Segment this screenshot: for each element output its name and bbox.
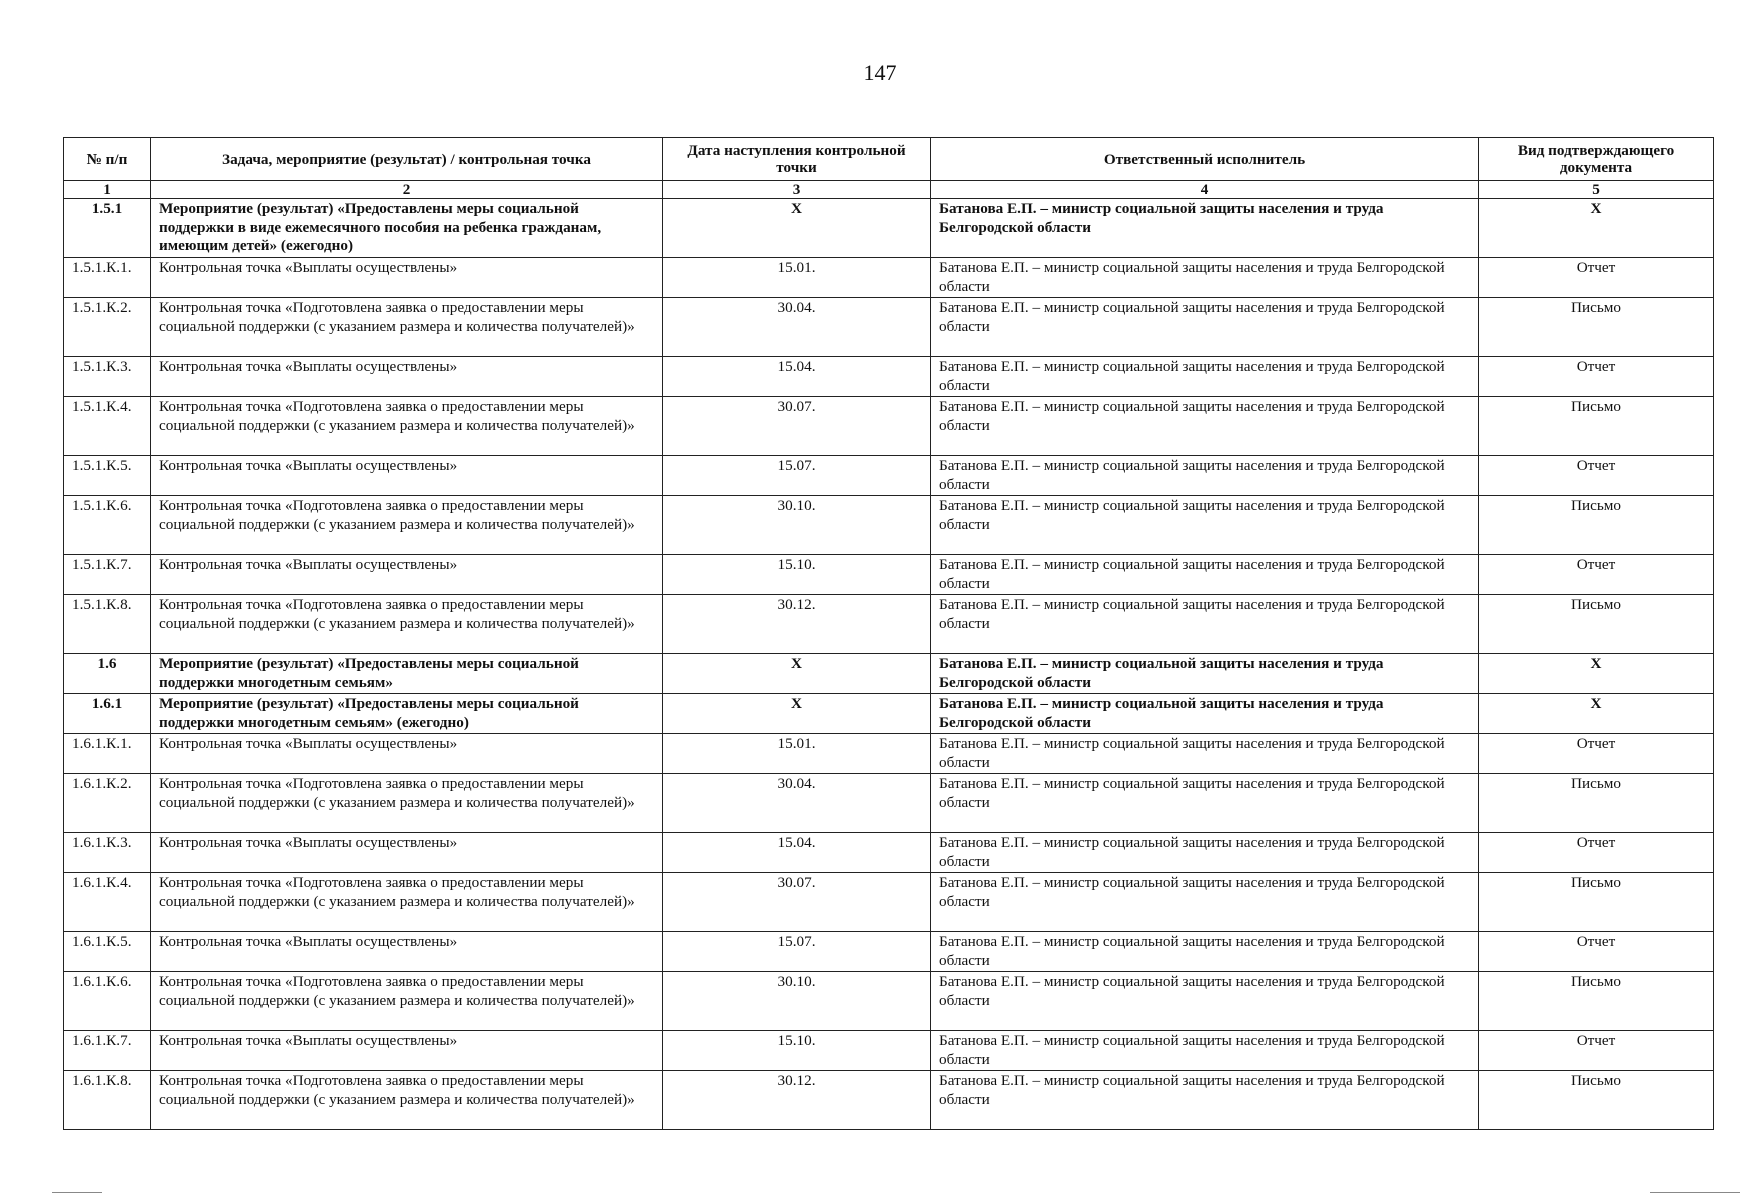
table-row: [64, 298, 1714, 357]
date-cell: 15.07.: [663, 932, 931, 972]
column-number: 1: [64, 181, 151, 199]
control-points-table: [63, 137, 1714, 1130]
document-type-cell: X: [1479, 199, 1714, 258]
row-number-cell: 1.5.1.К.7.: [64, 555, 151, 595]
task-cell: Контрольная точка «Подготовлена заявка о предоставлении меры социальной поддержки (с указанием размера и количества получателей)»: [151, 873, 663, 932]
table-row: [64, 734, 1714, 774]
page-number: 147: [863, 60, 897, 85]
table-row: [64, 694, 1714, 734]
document-type-cell: Письмо: [1479, 397, 1714, 456]
task-cell: Контрольная точка «Подготовлена заявка о предоставлении меры социальной поддержки (с указанием размера и количества получателей)»: [151, 496, 663, 555]
executor-cell: Батанова Е.П. – министр социальной защиты населения и труда Белгородской области: [931, 595, 1479, 654]
row-number-cell: 1.5.1.К.3.: [64, 357, 151, 397]
task-cell: Контрольная точка «Выплаты осуществлены»: [151, 833, 663, 873]
row-number-cell: 1.6.1: [64, 694, 151, 734]
document-type-cell: Отчет: [1479, 833, 1714, 873]
table-row: [64, 496, 1714, 555]
task-cell: Контрольная точка «Выплаты осуществлены»: [151, 258, 663, 298]
row-number-cell: 1.5.1.К.5.: [64, 456, 151, 496]
document-type-cell: Отчет: [1479, 357, 1714, 397]
document-type-cell: Отчет: [1479, 456, 1714, 496]
task-cell: Контрольная точка «Выплаты осуществлены»: [151, 932, 663, 972]
table-row: [64, 873, 1714, 932]
date-cell: 15.01.: [663, 734, 931, 774]
row-number-cell: 1.6.1.К.5.: [64, 932, 151, 972]
document-type-cell: Отчет: [1479, 258, 1714, 298]
date-cell: 15.04.: [663, 357, 931, 397]
column-number: 2: [151, 181, 663, 199]
document-type-cell: Отчет: [1479, 734, 1714, 774]
task-cell: Мероприятие (результат) «Предоставлены меры социальной поддержки в виде ежемесячного пособия на ребенка гражданам, имеющим детей» (ежегодно): [151, 199, 663, 258]
document-type-cell: Письмо: [1479, 1071, 1714, 1130]
task-cell: Мероприятие (результат) «Предоставлены меры социальной поддержки многодетным семьям»: [151, 654, 663, 694]
date-cell: 30.07.: [663, 397, 931, 456]
task-cell: Контрольная точка «Выплаты осуществлены»: [151, 555, 663, 595]
date-cell: 15.07.: [663, 456, 931, 496]
header-document: Вид подтверждающего документа: [1479, 138, 1714, 181]
table-row: [64, 1071, 1714, 1130]
row-number-cell: 1.5.1: [64, 199, 151, 258]
date-cell: 30.10.: [663, 972, 931, 1031]
row-number-cell: 1.5.1.К.8.: [64, 595, 151, 654]
date-cell: 30.10.: [663, 496, 931, 555]
date-cell: 30.12.: [663, 595, 931, 654]
row-number-cell: 1.6.1.К.7.: [64, 1031, 151, 1071]
row-number-cell: 1.5.1.К.1.: [64, 258, 151, 298]
executor-cell: Батанова Е.П. – министр социальной защиты населения и труда Белгородской области: [931, 734, 1479, 774]
task-cell: Контрольная точка «Выплаты осуществлены»: [151, 456, 663, 496]
table-row: [64, 654, 1714, 694]
date-cell: 30.04.: [663, 774, 931, 833]
task-cell: Контрольная точка «Подготовлена заявка о предоставлении меры социальной поддержки (с указанием размера и количества получателей)»: [151, 1071, 663, 1130]
table-row: [64, 595, 1714, 654]
column-number: 4: [931, 181, 1479, 199]
table-row: [64, 199, 1714, 258]
task-cell: Контрольная точка «Выплаты осуществлены»: [151, 734, 663, 774]
document-type-cell: X: [1479, 694, 1714, 734]
task-cell: Контрольная точка «Выплаты осуществлены»: [151, 357, 663, 397]
executor-cell: Батанова Е.П. – министр социальной защиты населения и труда Белгородской области: [931, 833, 1479, 873]
task-cell: Контрольная точка «Подготовлена заявка о предоставлении меры социальной поддержки (с указанием размера и количества получателей)»: [151, 397, 663, 456]
table-header-row: [64, 138, 1714, 181]
row-number-cell: 1.6.1.К.6.: [64, 972, 151, 1031]
document-type-cell: Письмо: [1479, 972, 1714, 1031]
task-cell: Контрольная точка «Подготовлена заявка о предоставлении меры социальной поддержки (с указанием размера и количества получателей)»: [151, 972, 663, 1031]
table-row: [64, 774, 1714, 833]
row-number-cell: 1.6.1.К.4.: [64, 873, 151, 932]
column-number: 3: [663, 181, 931, 199]
date-cell: X: [663, 694, 931, 734]
executor-cell: Батанова Е.П. – министр социальной защиты населения и труда Белгородской области: [931, 873, 1479, 932]
date-cell: X: [663, 654, 931, 694]
executor-cell: Батанова Е.П. – министр социальной защиты населения и труда Белгородской области: [931, 1031, 1479, 1071]
document-type-cell: Письмо: [1479, 774, 1714, 833]
row-number-cell: 1.6.1.К.8.: [64, 1071, 151, 1130]
executor-cell: Батанова Е.П. – министр социальной защиты населения и труда Белгородской области: [931, 654, 1479, 694]
executor-cell: Батанова Е.П. – министр социальной защиты населения и труда Белгородской области: [931, 932, 1479, 972]
row-number-cell: 1.5.1.К.4.: [64, 397, 151, 456]
row-number-cell: 1.5.1.К.2.: [64, 298, 151, 357]
executor-cell: Батанова Е.П. – министр социальной защиты населения и труда Белгородской области: [931, 298, 1479, 357]
column-number: 5: [1479, 181, 1714, 199]
scan-edge-mark: [52, 1192, 102, 1193]
row-number-cell: 1.6.1.К.2.: [64, 774, 151, 833]
table-row: [64, 972, 1714, 1031]
date-cell: 15.10.: [663, 555, 931, 595]
document-type-cell: X: [1479, 654, 1714, 694]
document-type-cell: Отчет: [1479, 932, 1714, 972]
row-number-cell: 1.5.1.К.6.: [64, 496, 151, 555]
row-number-cell: 1.6.1.К.1.: [64, 734, 151, 774]
column-numbers-row: [64, 181, 1714, 199]
table-row: [64, 833, 1714, 873]
task-cell: Мероприятие (результат) «Предоставлены меры социальной поддержки многодетным семьям» (ежегодно): [151, 694, 663, 734]
table-row: [64, 555, 1714, 595]
date-cell: 15.10.: [663, 1031, 931, 1071]
executor-cell: Батанова Е.П. – министр социальной защиты населения и труда Белгородской области: [931, 972, 1479, 1031]
executor-cell: Батанова Е.П. – министр социальной защиты населения и труда Белгородской области: [931, 456, 1479, 496]
header-date: Дата наступления контрольной точки: [663, 138, 931, 181]
date-cell: 30.07.: [663, 873, 931, 932]
date-cell: 15.01.: [663, 258, 931, 298]
document-type-cell: Отчет: [1479, 555, 1714, 595]
executor-cell: Батанова Е.П. – министр социальной защиты населения и труда Белгородской области: [931, 774, 1479, 833]
date-cell: 30.12.: [663, 1071, 931, 1130]
header-task: Задача, мероприятие (результат) / контрольная точка: [151, 138, 663, 181]
task-cell: Контрольная точка «Подготовлена заявка о предоставлении меры социальной поддержки (с указанием размера и количества получателей)»: [151, 298, 663, 357]
executor-cell: Батанова Е.П. – министр социальной защиты населения и труда Белгородской области: [931, 694, 1479, 734]
date-cell: X: [663, 199, 931, 258]
document-type-cell: Отчет: [1479, 1031, 1714, 1071]
scan-edge-mark: [1650, 1192, 1740, 1193]
table-row: [64, 1031, 1714, 1071]
executor-cell: Батанова Е.П. – министр социальной защиты населения и труда Белгородской области: [931, 357, 1479, 397]
row-number-cell: 1.6.1.К.3.: [64, 833, 151, 873]
document-type-cell: Письмо: [1479, 298, 1714, 357]
task-cell: Контрольная точка «Выплаты осуществлены»: [151, 1031, 663, 1071]
table-row: [64, 456, 1714, 496]
header-num: № п/п: [64, 138, 151, 181]
row-number-cell: 1.6: [64, 654, 151, 694]
table-row: [64, 397, 1714, 456]
task-cell: Контрольная точка «Подготовлена заявка о предоставлении меры социальной поддержки (с указанием размера и количества получателей)»: [151, 774, 663, 833]
table-row: [64, 258, 1714, 298]
table-row: [64, 357, 1714, 397]
executor-cell: Батанова Е.П. – министр социальной защиты населения и труда Белгородской области: [931, 258, 1479, 298]
document-type-cell: Письмо: [1479, 873, 1714, 932]
executor-cell: Батанова Е.П. – министр социальной защиты населения и труда Белгородской области: [931, 397, 1479, 456]
document-type-cell: Письмо: [1479, 595, 1714, 654]
executor-cell: Батанова Е.П. – министр социальной защиты населения и труда Белгородской области: [931, 496, 1479, 555]
executor-cell: Батанова Е.П. – министр социальной защиты населения и труда Белгородской области: [931, 555, 1479, 595]
executor-cell: Батанова Е.П. – министр социальной защиты населения и труда Белгородской области: [931, 199, 1479, 258]
date-cell: 15.04.: [663, 833, 931, 873]
table-row: [64, 932, 1714, 972]
executor-cell: Батанова Е.П. – министр социальной защиты населения и труда Белгородской области: [931, 1071, 1479, 1130]
document-type-cell: Письмо: [1479, 496, 1714, 555]
header-executor: Ответственный исполнитель: [931, 138, 1479, 181]
task-cell: Контрольная точка «Подготовлена заявка о предоставлении меры социальной поддержки (с указанием размера и количества получателей)»: [151, 595, 663, 654]
date-cell: 30.04.: [663, 298, 931, 357]
